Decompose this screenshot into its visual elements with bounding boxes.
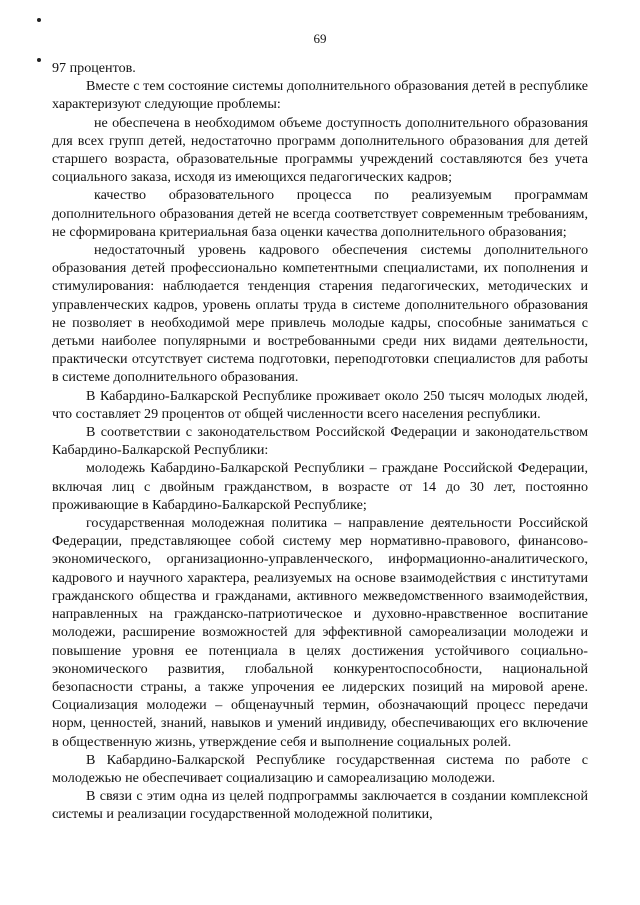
list-item-paragraph: недостаточный уровень кадрового обеспечения системы дополнительного образования детей профессионально компетентными специалистами, их пополнения и стимулирования: наблюдается тенденция старения педагогических, методических и управленческих кадров, уровень оплаты труда в системе дополнительного образования не позволяет в необходимой мере привлечь молодые кадры, способные заниматься с детьми наиболее популярными и востребованными среди них видами деятельности, практически отсутствует система подготовки, переподготовки специалистов для работы в системе дополнительного образования. (52, 242, 588, 386)
paragraph: В Кабардино-Балкарской Республике проживает около 250 тысяч молодых людей, что составляет 29 процентов от общей численности всего населения республики. (52, 387, 588, 422)
paragraph: молодежь Кабардино-Балкарской Республики – граждане Российской Федерации, включая лиц с двойным гражданством, в возрасте от 14 до 30 лет, постоянно проживающие в Кабардино-Балкарской Республике; (52, 460, 588, 513)
list-item-paragraph: не обеспечена в необходимом объеме доступность дополнительного образования для всех групп детей, недостаточно программ дополнительного образования для детей старшего возраста, образовательные программы учреждений составляются без учета социального заказа, исходя из имеющихся педагогических кадров; (52, 114, 588, 186)
paragraph: Вместе с тем состояние системы дополнительного образования детей в республике характеризуют следующие проблемы: (52, 78, 588, 113)
paragraph: государственная молодежная политика – направление деятельности Российской Федерации, представляющее собой систему мер нормативно-правового, финансово-экономического, организационно-управленческого, информационно-аналитического, кадрового и научного характера, реализуемых на основе взаимодействия с институтами гражданского общества и гражданами, активного межведомственного взаимодействия, направленных на гражданско-патриотическое и духовно-нравственное воспитание молодежи, расширение возможностей для эффективной самореализации молодежи и повышение уровня ее потенциала в целях достижения устойчивого социально-экономического развития, глобальной конкурентоспособности, национальной безопасности страны, а также упрочения ее лидерских позиций на мировой арене. Социализация молодежи – общенаучный термин, обозначающий процесс передачи норм, ценностей, знаний, навыков и умений индивиду, обеспечивающих его включение в общественную жизнь, утверждение себя и выполнение социальных ролей. (52, 515, 588, 750)
paragraph: 97 процентов. (52, 60, 136, 76)
paragraph: В соответствии с законодательством Российской Федерации и законодательством Кабардино-Балкарской Республики: (52, 424, 588, 459)
scan-mark-dot (37, 18, 41, 22)
document-body (52, 59, 588, 824)
list-item-paragraph: качество образовательного процесса по реализуемым программам дополнительного образования детей не всегда соответствует современным требованиям, не сформирована критериальная база оценки качества дополнительного образования; (52, 187, 588, 240)
paragraph: В связи с этим одна из целей подпрограммы заключается в создании комплексной системы и реализации государственной молодежной политики, (52, 788, 588, 823)
paragraph: В Кабардино-Балкарской Республике государственная система по работе с молодежью не обеспечивает социализацию и самореализацию молодежи. (52, 751, 588, 786)
scan-mark-dot (37, 58, 41, 62)
page-number: 69 (313, 31, 327, 46)
